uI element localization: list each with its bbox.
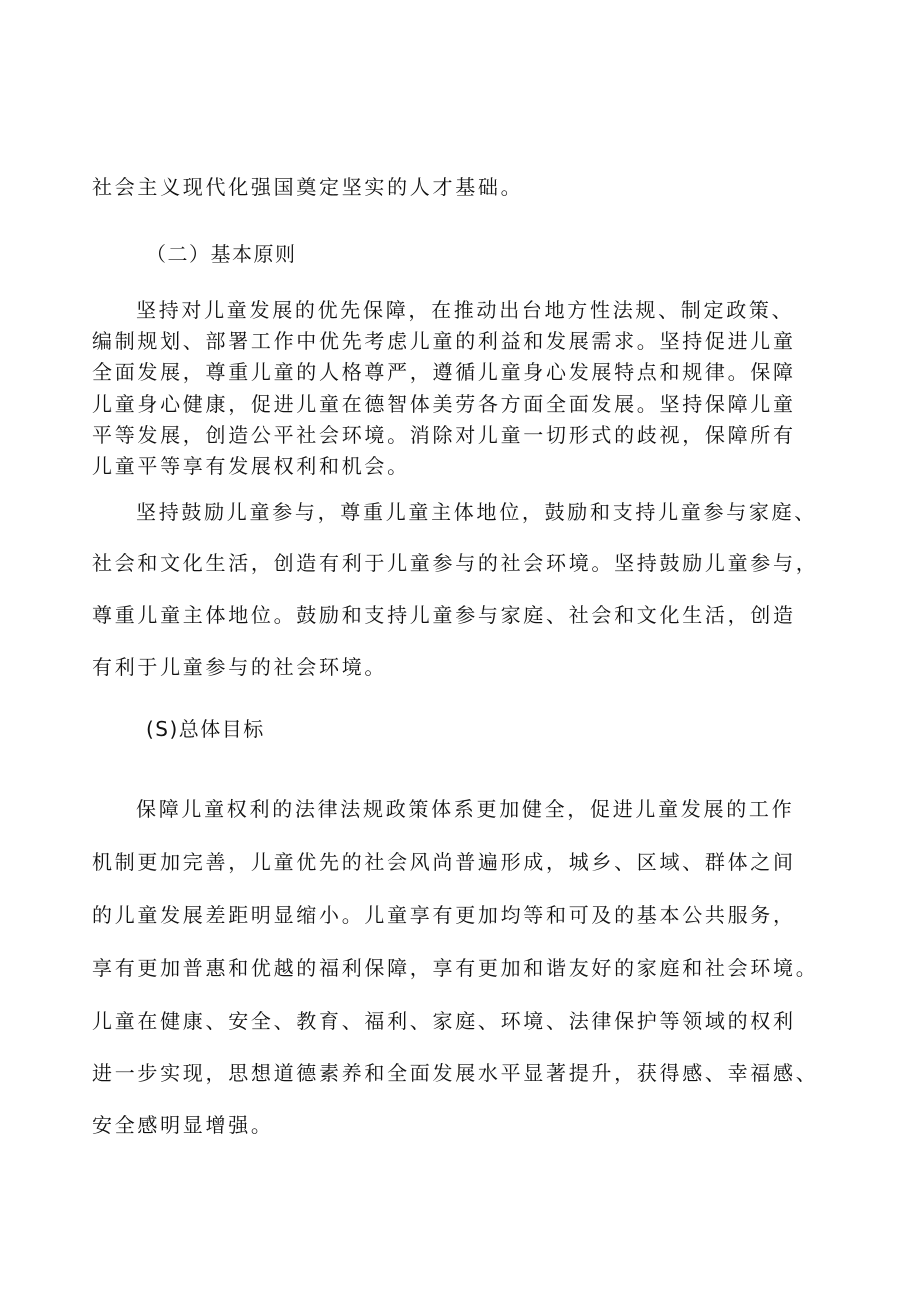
paragraph-line: 编制规划、部署工作中优先考虑儿童的利益和发展需求。坚持促进儿童 — [92, 329, 796, 353]
paragraph-line: 有利于儿童参与的社会环境。 — [92, 655, 388, 679]
paragraph-line: 坚持对儿童发展的优先保障，在推动出台地方性法规、制定政策、 — [136, 298, 795, 322]
paragraph-line: 坚持鼓励儿童参与，尊重儿童主体地位，鼓励和支持儿童参与家庭、 — [136, 500, 817, 524]
paragraph-line: 安全感明显增强。 — [92, 1113, 274, 1137]
paragraph-line: 儿童在健康、安全、教育、福利、家庭、环境、法律保护等领域的权利 — [92, 1009, 796, 1033]
paragraph-line: 儿童身心健康，促进儿童在德智体美劳各方面全面发展。坚持保障儿童 — [92, 392, 796, 416]
paragraph-line: 全面发展，尊重儿童的人格尊严，遵循儿童身心发展特点和规律。保障 — [92, 360, 796, 384]
paragraph-line: 社会主义现代化强国奠定坚实的人才基础。 — [92, 175, 524, 199]
paragraph-line: 社会和文化生活，创造有利于儿童参与的社会环境。坚持鼓励儿童参与， — [92, 551, 819, 575]
paragraph-line: 进一步实现，思想道德素养和全面发展水平显著提升，获得感、幸福感、 — [92, 1061, 819, 1085]
paragraph-line: 享有更加普惠和优越的福利保障，享有更加和谐友好的家庭和社会环境。 — [92, 956, 819, 980]
paragraph-line: 机制更加完善，儿童优先的社会风尚普遍形成，城乡、区域、群体之间 — [92, 850, 796, 874]
paragraph-line: 的儿童发展差距明显缩小。儿童享有更加均等和可及的基本公共服务， — [92, 903, 796, 927]
paragraph-line: 儿童平等享有发展权利和机会。 — [92, 454, 410, 478]
paragraph-line: 保障儿童权利的法律法规政策体系更加健全，促进儿童发展的工作 — [136, 797, 795, 821]
section-heading: （二）基本原则 — [146, 242, 297, 266]
paragraph-line: 尊重儿童主体地位。鼓励和支持儿童参与家庭、社会和文化生活，创造 — [92, 603, 796, 627]
section-heading: (S)总体目标 — [146, 717, 265, 741]
paragraph-line: 平等发展，创造公平社会环境。消除对儿童一切形式的歧视，保障所有 — [92, 423, 796, 447]
